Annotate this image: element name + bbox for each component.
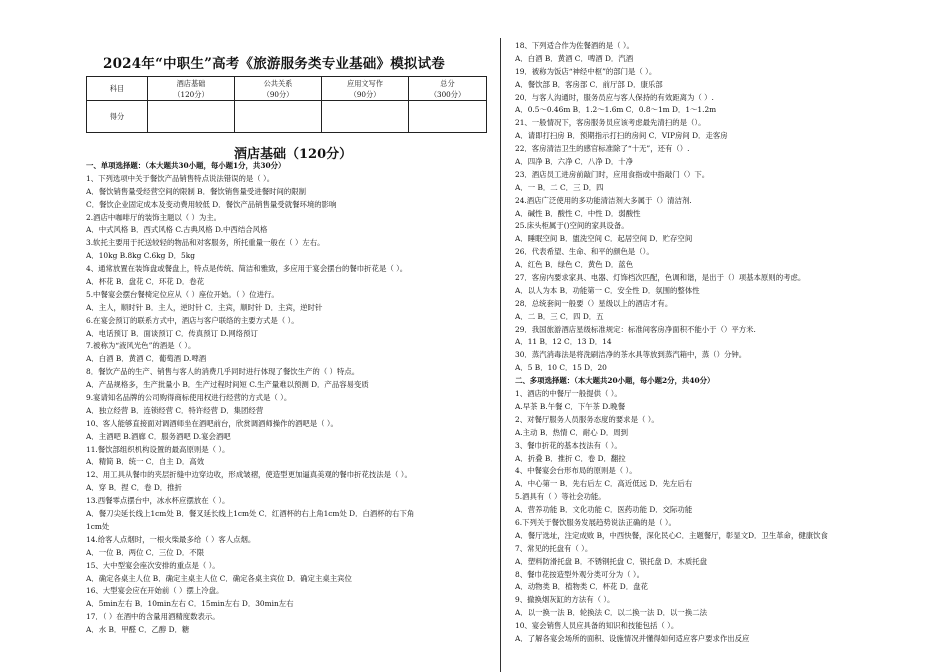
column-divider [500, 38, 501, 672]
question-line: 二、多项选择题：（本大题共20小题，每小题2分，共40分） [515, 376, 715, 386]
question-line: 15、大中型宴会座次安排的重点是（ ）。 [86, 560, 220, 570]
question-line: 9.宴请知名品牌的公司购得商标使用权进行经营的方式是（ ）。 [86, 393, 292, 403]
question-line: A．营养功能 B．文化功能 C．医药功能 D．交际功能 [515, 505, 693, 515]
question-line: A．塑料防滑托盘 B．不锈钢托盘 C．银托盘 D．木质托盘 [515, 556, 707, 566]
question-line: 12、用工具从餐巾的夹层折缝中边穿边收，形成皱褶，使造型更加逼真美观的餐巾折花技法是（ ）。 [86, 470, 412, 480]
question-line: A．红色 B．绿色 C．黄色 D．蓝色 [515, 260, 634, 270]
question-line: A．精简 B．统一 C．自主 D．高效 [86, 457, 205, 467]
score-cell[interactable] [322, 101, 409, 133]
question-line: 7、常见的托盘有（ ）。 [515, 543, 593, 553]
question-line: 14.给客人点烟时，一根火柴最多给（ ）客人点烟。 [86, 534, 256, 544]
score-header-pr: 公共关系 （90分） [235, 77, 322, 101]
question-line: A．0.5～0.46m B．1.2～1.6m C．0.8～1m D．1～1.2m [515, 105, 717, 115]
question-line: A．10kg B.8kg C.6kg D．5kg [86, 251, 195, 261]
question-line: A．餐饮销售量受经营空间的限制 B．餐饮销售量受进餐时间的限制 [86, 186, 307, 196]
question-line: 5.中餐宴会摆台餐椅定位应从（ ）座位开始。（ ）位进行。 [86, 289, 279, 299]
question-line: A．以人为本 B．功能第一 C．安全性 D．氛围的整体性 [515, 285, 700, 295]
score-header-writing: 应用文写作 （90分） [322, 77, 409, 101]
right-column [515, 40, 895, 646]
question-line: A．请即打扫房 B．预期指示打扫的房间 C．VIP房间 D．走客房 [515, 131, 728, 141]
question-line: A．餐刀尖延长线上1cm处 B．餐叉延长线上1cm处 C．红酒杯的右上角1cm处 D．白酒杯的右下角 [86, 509, 415, 519]
question-line: 4、中餐宴会台形布局的原则是（ ）。 [515, 466, 637, 476]
question-line: A.早茶 B.午餐 C．下午茶 D.晚餐 [515, 401, 626, 411]
question-line: A．主人，顺时针 B．主人，逆时针 C．主宾，顺时针 D．主宾，逆时针 [86, 302, 323, 312]
question-line: A．穿 B．捏 C．卷 D．推折 [86, 483, 182, 493]
question-line: 10、客人能够直接面对调酒师坐在酒吧前台，欣赏调酒师操作的酒吧是（ ）。 [86, 418, 338, 428]
left-column [86, 160, 490, 637]
question-line: 6.下列关于餐饮服务发展趋势说法正确的是（ ）。 [515, 517, 676, 527]
score-header-subject: 科目 [87, 77, 148, 101]
question-line: A．碱性 B．酸性 C．中性 D．弱酸性 [515, 208, 641, 218]
question-line: 29．我国旅游酒店星级标准规定：标准间客房净面积不能小于（）平方米. [515, 324, 756, 334]
question-line: A．确定各桌主人位 B．确定主桌主人位 C．确定各桌主宾位 D．确定主桌主宾位 [86, 573, 352, 583]
score-table [86, 76, 487, 133]
question-line: A．二 B．三 C．四 D．五 [515, 311, 604, 321]
question-line: A．5min左右 B．10min左右 C．15min左右 D．30min左右 [86, 599, 294, 609]
question-line: A．动物类 B．植物类 C．杯花 D．盘花 [515, 582, 648, 592]
question-line: 一、单项选择题：（本大题共30小题，每小题1分，共30分） [86, 161, 286, 170]
question-line: A．11 B．12 C．13 D．14 [515, 337, 612, 347]
question-line: A．睡眠空间 B．盥洗空间 C．起居空间 D．贮存空间 [515, 234, 693, 244]
score-cell[interactable] [409, 101, 487, 133]
question-line: 20．与客人沟通时，服务员应与客人保持的有效距离为（ ）. [515, 92, 714, 102]
score-cell[interactable] [148, 101, 235, 133]
question-line: 1cm处 [86, 521, 110, 531]
question-line: 18、下列适合作为佐餐酒的是（ ）。 [515, 41, 634, 50]
question-line: 25.床头柜属于()空间的家具设备。 [515, 221, 629, 231]
question-line: 19．被称为饭店“神经中枢”的部门是（ ）。 [515, 66, 657, 76]
question-line: 28．总统套间一般要（）星级以上的酒店才有。 [515, 298, 673, 308]
score-cell[interactable] [235, 101, 322, 133]
question-line: A．中心第一 B．先右后左 C．高近低远 D．先左后右 [515, 479, 693, 489]
question-line: 30．蒸汽消毒法是将洗刷洁净的茶水具等放到蒸汽箱中，蒸（）分钟。 [515, 350, 747, 360]
question-line: 21、一般情况下，客房服务员应该考虑最先清扫的是（）。 [515, 118, 706, 128]
question-line: A．白酒 B．黄酒 C．啤酒 D．汽酒 [515, 53, 634, 63]
question-line: 27．客房内要求家具、电器、灯饰档次匹配，色调和谐，是出于（）项基本原则的考虑。 [515, 273, 806, 283]
question-line: A．一位 B．两位 C．三位 D．不限 [86, 547, 205, 557]
question-line: A．四净 B．六净 C．八净 D．十净 [515, 157, 634, 167]
exam-title: 2024年“中职生”高考《旅游服务类专业基础》模拟试卷 [103, 56, 446, 72]
question-line: 6.在宴会预订的联系方式中，酒店与客户联络的主要方式是（ ）。 [86, 315, 299, 325]
score-header-total: 总分 （300分） [409, 77, 487, 101]
question-line: 11.餐饮部组织机构设置的最高原则是（ ）。 [86, 444, 230, 454]
question-line: 7.被称为“液风光色”的酒是（ ）。 [86, 341, 196, 351]
question-line: 2、对餐厅服务人员服务态度的要求是（ ）。 [515, 414, 659, 424]
question-line: A．一 B．二 C．三 D．四 [515, 182, 604, 192]
question-line: 10、宴会销售人员应具备的知识和技能包括（ ）。 [515, 621, 679, 631]
question-line: A．独立经营 B．连锁经营 C．特许经营 D．集团经营 [86, 405, 264, 415]
question-line: A．了解各宴会场所的面积、设施情况并懂得如何适应客户要求作出反应 [515, 633, 750, 643]
question-line: A．杯花 B．盘花 C．环花 D．卷花 [86, 277, 205, 287]
section-title: 酒店基础（120分） [234, 147, 353, 162]
question-line: 2.酒店中咖啡厅的装饰主题以（ ）为主。 [86, 212, 222, 222]
score-header-hotel: 酒店基础 （120分） [148, 77, 235, 101]
question-line: A．电话预订 B．面谈预订 C．传真预订 D.网络预订 [86, 328, 258, 338]
question-line: 8．餐饮产品的生产、销售与客人的消费几乎同时进行体现了餐饮生产的（ ）特点。 [86, 367, 360, 377]
question-line: 1、酒店的中餐厅一般提供（ ）。 [515, 389, 622, 399]
question-line: 23．酒店员工进房前敲门时，应用食指或中指敲门（）下。 [515, 169, 710, 179]
question-line: 13.西餐零点摆台中，冰水杯应摆放在（ ）。 [86, 496, 230, 506]
question-line: A．主酒吧 B.酒廊 C．服务酒吧 D.宴会酒吧 [86, 431, 231, 441]
question-line: A．5 B．10 C．15 D．20 [515, 363, 607, 373]
question-line: 5.酒具有（ ）等社会功能。 [515, 492, 606, 502]
question-line: 16、大型宴会应在开始前（ ）摆上冷盘。 [86, 586, 224, 596]
question-line: 24.酒店广泛使用的多功能清洁剂大多属于（）清洁剂. [515, 195, 692, 205]
question-line: 3、餐巾折花的基本技法有（ ）。 [515, 440, 622, 450]
question-line: A.主动 B．热情 C．耐心 D．周到 [515, 427, 629, 437]
question-line: 22．客房清洁卫生的感官标准除了“十无”，还有（）. [515, 144, 690, 154]
question-line: 4、通常放置在装饰盘或餐盘上，特点是传统、简洁和雅致，多应用于宴会摆台的餐巾折花是（ ）。 [86, 264, 408, 274]
question-line: 8、餐巾花按造型外观分类可分为（ ）。 [515, 569, 644, 579]
question-line: 1、下列选项中关于餐饮产品销售特点说法错误的是（ ）。 [86, 173, 275, 183]
question-line: C．餐饮企业固定成本及变动费用较低 D．餐饮产品销售量受就餐环境的影响 [86, 199, 337, 209]
question-line: A．餐饮部 B．客房部 C．前厅部 D．康乐部 [515, 79, 663, 89]
question-line: A．白酒 B．黄酒 C．葡萄酒 D.啤酒 [86, 354, 207, 364]
question-line: A．以一换一法 B．轮换法 C．以二换一法 D．以一换二法 [515, 608, 707, 618]
question-line: A．折叠 B．推折 C．卷 D．翻拉 [515, 453, 626, 463]
question-line: A．水 B．甲醛 C．乙醇 D．糖 [86, 625, 190, 635]
question-line: A．中式风格 B．西式风格 C.古典风格 D.中西结合风格 [86, 225, 268, 235]
question-line: A．餐厅选址，注定成败 B，中西快餐，深化民心C．主题餐厅，彰显文D．卫生革命，健康饮食 [515, 530, 828, 540]
question-line: 3.软托主要用于托送较轻的物品和对客服务，所托重量一般在（ ）左右。 [86, 238, 325, 248]
score-row-label: 得分 [87, 101, 148, 133]
question-line: 26．代表希望、生命、和平的颜色是（）。 [515, 247, 654, 257]
question-line: 9、撤换烟灰缸的方法有（ ）。 [515, 595, 615, 605]
question-line: 17．（ ）在酒中的含量用酒精度数表示。 [86, 612, 220, 622]
question-line: A．产品规格多，生产批量小 B．生产过程时间短 C.生产量难以预测 D．产品容易变质 [86, 380, 369, 390]
